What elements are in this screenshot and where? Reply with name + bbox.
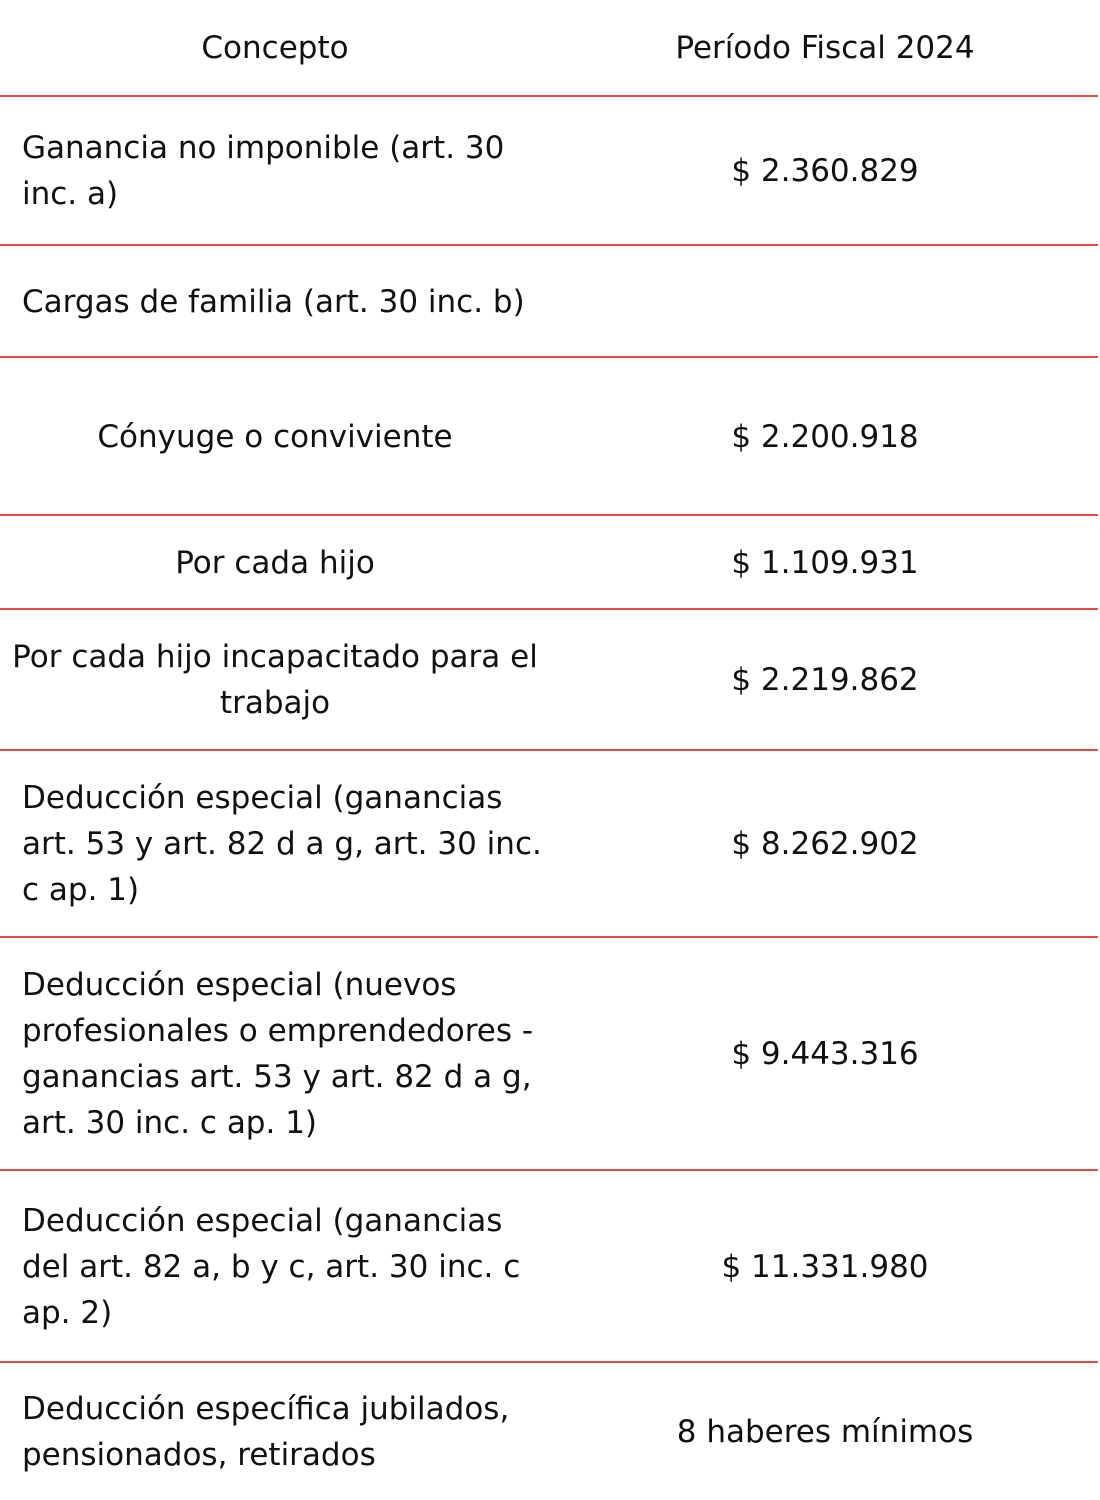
row-concept: Cónyuge o conviviente — [97, 418, 453, 455]
row-concept: Deducción especial (ganancias art. 53 y art. 82 d a g, art. 30 inc. c ap. 1) — [22, 780, 542, 908]
header-period: Período Fiscal 2024 — [675, 30, 975, 66]
row-value: $ 2.360.829 — [731, 153, 919, 189]
table-row — [0, 358, 1100, 515]
table-row — [0, 938, 1100, 1170]
row-value: $ 2.200.918 — [731, 418, 919, 455]
row-concept: Por cada hijo — [175, 544, 375, 581]
row-concept: Deducción específica jubilados, pensionados, retirados — [22, 1390, 510, 1473]
row-concept: Deducción especial (ganancias del art. 82 a, b y c, art. 30 inc. c ap. 2) — [22, 1202, 521, 1331]
header-concept: Concepto — [201, 30, 349, 66]
row-value: $ 2.219.862 — [731, 662, 919, 698]
row-concept: Ganancia no imponible (art. 30 inc. a) — [22, 130, 505, 212]
row-value: $ 11.331.980 — [721, 1248, 929, 1285]
table-row — [0, 1363, 1100, 1500]
row-value: $ 9.443.316 — [731, 1036, 919, 1072]
table-row — [0, 610, 1100, 750]
row-value: $ 8.262.902 — [731, 826, 919, 862]
table-row — [0, 751, 1100, 937]
table-row — [0, 516, 1100, 609]
row-value: $ 1.109.931 — [731, 544, 919, 581]
table-row — [0, 246, 1100, 357]
table-header — [0, 0, 1100, 96]
table-row — [0, 97, 1100, 245]
row-concept: Deducción especial (nuevos profesionales o emprendedores - ganancias art. 53 y art. 82 d a g, art. 30 inc. c ap. 1) — [22, 967, 534, 1141]
row-concept: Cargas de familia (art. 30 inc. b) — [22, 283, 525, 320]
table-row — [0, 1171, 1100, 1362]
row-concept: Por cada hijo incapacitado para el trabajo — [12, 639, 538, 721]
row-value: 8 haberes mínimos — [676, 1413, 974, 1450]
